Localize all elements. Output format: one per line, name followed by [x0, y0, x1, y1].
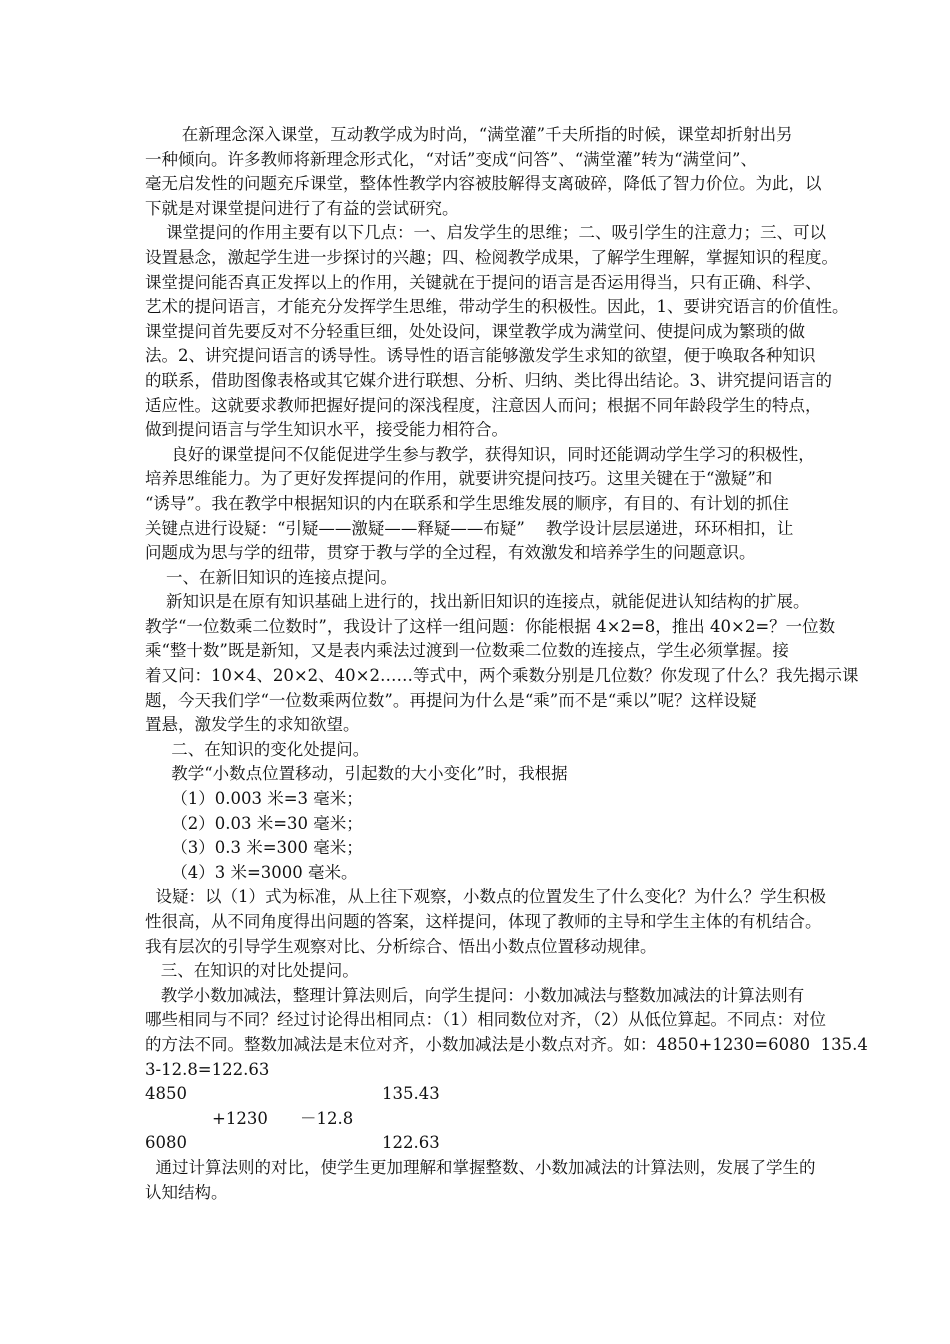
paragraph-line-intro: 在新理念深入课堂，互动教学成为时尚，“满堂灌”千夫所指的时候，课堂却折射出另 [145, 125, 793, 144]
paragraph-line-p4: 哪些相同与不同？经过讨论得出相同点：（1）相同数位对齐，（2）从低位算起。不同点：对位 [145, 1010, 826, 1030]
paragraph-line-h3: 三、在知识的对比处提问。 [145, 961, 359, 981]
paragraph-line-intro: 毫无启发性的问题充斥课堂，整体性教学内容被肢解得支离破碎，降低了智力价位。为此，以 [145, 174, 822, 194]
paragraph-line-h2: 二、在知识的变化处提问。 [145, 739, 370, 759]
paragraph-line-e3: （3）0.3 米=300 毫米； [145, 838, 363, 858]
calc-right-value: －12.8 [300, 1108, 354, 1128]
paragraph-line-good: 关键点进行设疑：“引疑——激疑——释疑——布疑” 教学设计层层递进，环环相扣，让 [145, 518, 794, 538]
calc-right-value: 135.43 [382, 1084, 440, 1104]
paragraph-line-good: “诱导”。我在教学中根据知识的内在联系和学生思维发展的顺序，有目的、有计划的抓住 [145, 493, 789, 513]
paragraph-line-role: 法。2、讲究提问语言的诱导性。诱导性的语言能够激发学生求知的欲望，便于唤取各种知识 [145, 346, 816, 366]
paragraph-line-p4: 教学小数加减法，整理计算法则后，向学生提问：小数加减法与整数加减法的计算法则有 [145, 985, 805, 1005]
calc-left-value: +1230 [212, 1108, 268, 1128]
paragraph-line-p3: 性很高，从不同角度得出问题的答案，这样提问，体现了教师的主导和学生主体的有机结合。 [145, 912, 822, 931]
paragraph-line-good: 良好的课堂提问不仅能促进学生参与教学，获得知识，同时还能调动学生学习的积极性， [145, 444, 815, 464]
paragraph-line-role: 设置悬念，激起学生进一步探讨的兴趣；四、检阅教学成果，了解学生理解，掌握知识的程度。 [145, 247, 838, 267]
paragraph-line-e1: （1）0.003 米=3 毫米； [145, 789, 363, 809]
paragraph-line-p1: 置悬，激发学生的求知欲望。 [145, 715, 360, 735]
calc-row3 [145, 1131, 810, 1156]
paragraph-line-good: 问题成为思与学的纽带，贯穿于教与学的全过程，有效激发和培养学生的问题意识。 [145, 543, 756, 563]
paragraph-line-p1: 题，今天我们学“一位数乘两位数”。再提问为什么是“乘”而不是“乘以”呢？这样设疑 [145, 690, 757, 710]
paragraph-line-role: 课堂提问能否真正发挥以上的作用，关键就在于提问的语言是否运用得当，只有正确、科学、 [145, 272, 822, 292]
paragraph-line-p3: 我有层次的引导学生观察对比、分析综合、悟出小数点位置移动规律。 [145, 936, 657, 956]
paragraph-line-e2: （2）0.03 米=30 毫米； [145, 813, 363, 833]
paragraph-line-p1: 着又问：10×4、20×2、40×2……等式中，两个乘数分别是几位数？你发现了什么？我先揭示课 [145, 666, 859, 686]
paragraph-line-p4: 的方法不同。整数加减法是末位对齐，小数加减法是小数点对齐。如：4850+1230=6080 135.4 [145, 1034, 868, 1054]
paragraph-line-role: 课堂提问的作用主要有以下几点：一、启发学生的思维；二、吸引学生的注意力；三、可以 [145, 223, 826, 243]
paragraph-line-role: 做到提问语言与学生知识水平，接受能力相符合。 [145, 420, 508, 440]
paragraph-line-closing: 通过计算法则的对比，使学生更加理解和掌握整数、小数加减法的计算法则，发展了学生的 [145, 1157, 816, 1177]
calc-left-value: 4850 [145, 1084, 187, 1104]
calc-row2 [145, 1107, 810, 1132]
paragraph-line-good: 培养思维能力。为了更好发挥提问的作用，就要讲究提问技巧。这里关键在于“激疑”和 [145, 469, 773, 489]
paragraph-line-role: 艺术的提问语言，才能充分发挥学生思维，带动学生的积极性。因此，1、要讲究语言的价值性。 [145, 297, 849, 317]
paragraph-line-intro: 下就是对课堂提问进行了有益的尝试研究。 [145, 198, 459, 218]
paragraph-line-p1: 教学“一位数乘二位数时”，我设计了这样一组问题：你能根据 4×2=8，推出 40×2=？一位数 [145, 616, 836, 636]
paragraph-line-p2: 教学“小数点位置移动，引起数的大小变化”时，我根据 [145, 764, 568, 784]
document-body [145, 123, 868, 1205]
paragraph-line-role: 课堂提问首先要反对不分轻重巨细，处处设问，课堂教学成为满堂问、使提问成为繁琐的做 [145, 321, 805, 341]
paragraph-line-h1: 一、在新旧知识的连接点提问。 [145, 567, 397, 587]
paragraph-line-p3: 设疑：以（1）式为标准，从上往下观察，小数点的位置发生了什么变化？为什么？学生积极 [145, 887, 826, 907]
paragraph-line-intro: 一种倾向。许多教师将新理念形式化，“对话”变成“问答”、“满堂灌”转为“满堂问”、 [145, 149, 757, 169]
paragraph-line-e4: （4）3 米=3000 毫米。 [145, 862, 358, 882]
paragraph-line-p1: 新知识是在原有知识基础上进行的，找出新旧知识的连接点，就能促进认知结构的扩展。 [145, 592, 810, 612]
paragraph-line-p1: 乘“整十数”既是新知，又是表内乘法过渡到一位数乘二位数的连接点，学生必须掌握。接 [145, 641, 789, 661]
paragraph-line-p4: 3-12.8=122.63 [145, 1059, 270, 1079]
calc-left-value: 6080 [145, 1133, 187, 1153]
paragraph-line-closing: 认知结构。 [145, 1182, 228, 1202]
calc-right-value: 122.63 [382, 1133, 440, 1153]
paragraph-line-role: 的联系，借助图像表格或其它媒介进行联想、分析、归纳、类比得出结论。3、讲究提问语言的 [145, 370, 832, 390]
paragraph-line-role: 适应性。这就要求教师把握好提问的深浅程度，注意因人而问；根据不同年龄段学生的特点， [145, 395, 822, 415]
calc-row1 [145, 1082, 810, 1107]
